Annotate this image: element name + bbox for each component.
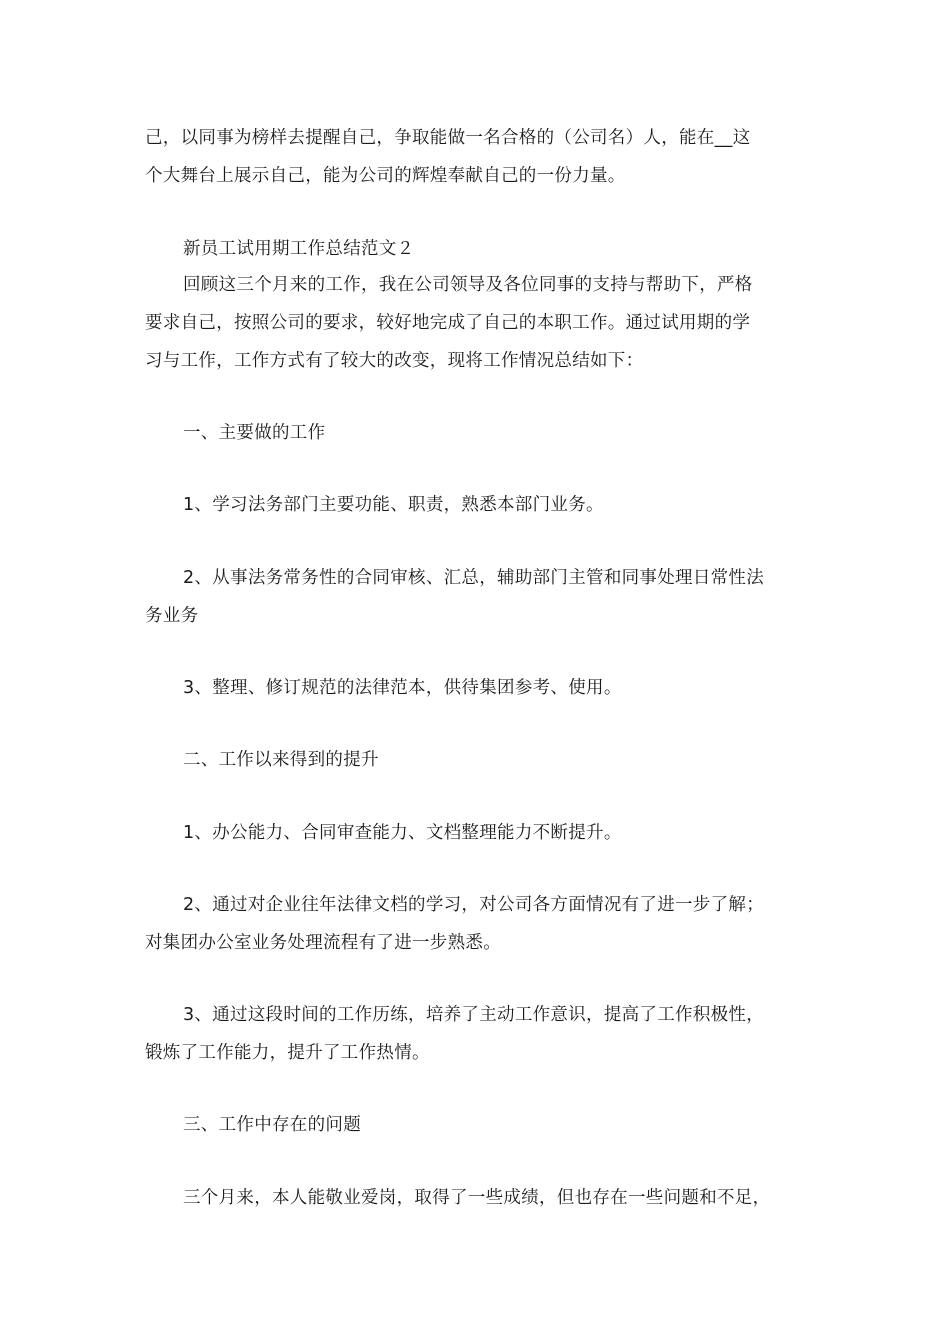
section-heading: 一、主要做的工作 (183, 423, 326, 443)
paragraph-line: 己，以同事为榜样去提醒自己，争取能做一名合格的（公司名）人，能在__这 (145, 128, 751, 148)
list-item: 3、整理、修订规范的法律范本，供待集团参考、使用。 (183, 678, 622, 698)
paragraph-line: 要求自己，按照公司的要求，较好地完成了自己的本职工作。通过试用期的学 (145, 313, 751, 333)
paragraph-line: 三个月来，本人能敬业爱岗，取得了一些成绩，但也存在一些问题和不足， (183, 1188, 771, 1208)
list-item: 2、从事法务常务性的合同审核、汇总，辅助部门主管和同事处理日常性法 (183, 568, 765, 588)
list-item: 2、通过对企业往年法律文档的学习，对公司各方面情况有了进一步了解； (183, 895, 765, 915)
list-item: 1、学习法务部门主要功能、职责，熟悉本部门业务。 (183, 495, 604, 515)
list-item-continuation: 务业务 (145, 606, 199, 626)
list-item: 3、通过这段时间的工作历练，培养了主动工作意识，提高了工作积极性， (183, 1005, 765, 1025)
list-item-continuation: 锻炼了工作能力，提升了工作热情。 (145, 1043, 430, 1063)
list-item: 1、办公能力、合同审查能力、文档整理能力不断提升。 (183, 823, 622, 843)
paragraph-line: 习与工作，工作方式有了较大的改变，现将工作情况总结如下： (145, 351, 644, 371)
list-item-continuation: 对集团办公室业务处理流程有了进一步熟悉。 (145, 933, 501, 953)
paragraph-line: 个大舞台上展示自己，能为公司的辉煌奉献自己的一份力量。 (145, 166, 626, 186)
section-title: 新员工试用期工作总结范文２ (183, 239, 415, 259)
paragraph-line: 回顾这三个月来的工作，我在公司领导及各位同事的支持与帮助下，严格 (183, 275, 753, 295)
section-heading: 三、工作中存在的问题 (183, 1115, 361, 1135)
section-heading: 二、工作以来得到的提升 (183, 750, 379, 770)
